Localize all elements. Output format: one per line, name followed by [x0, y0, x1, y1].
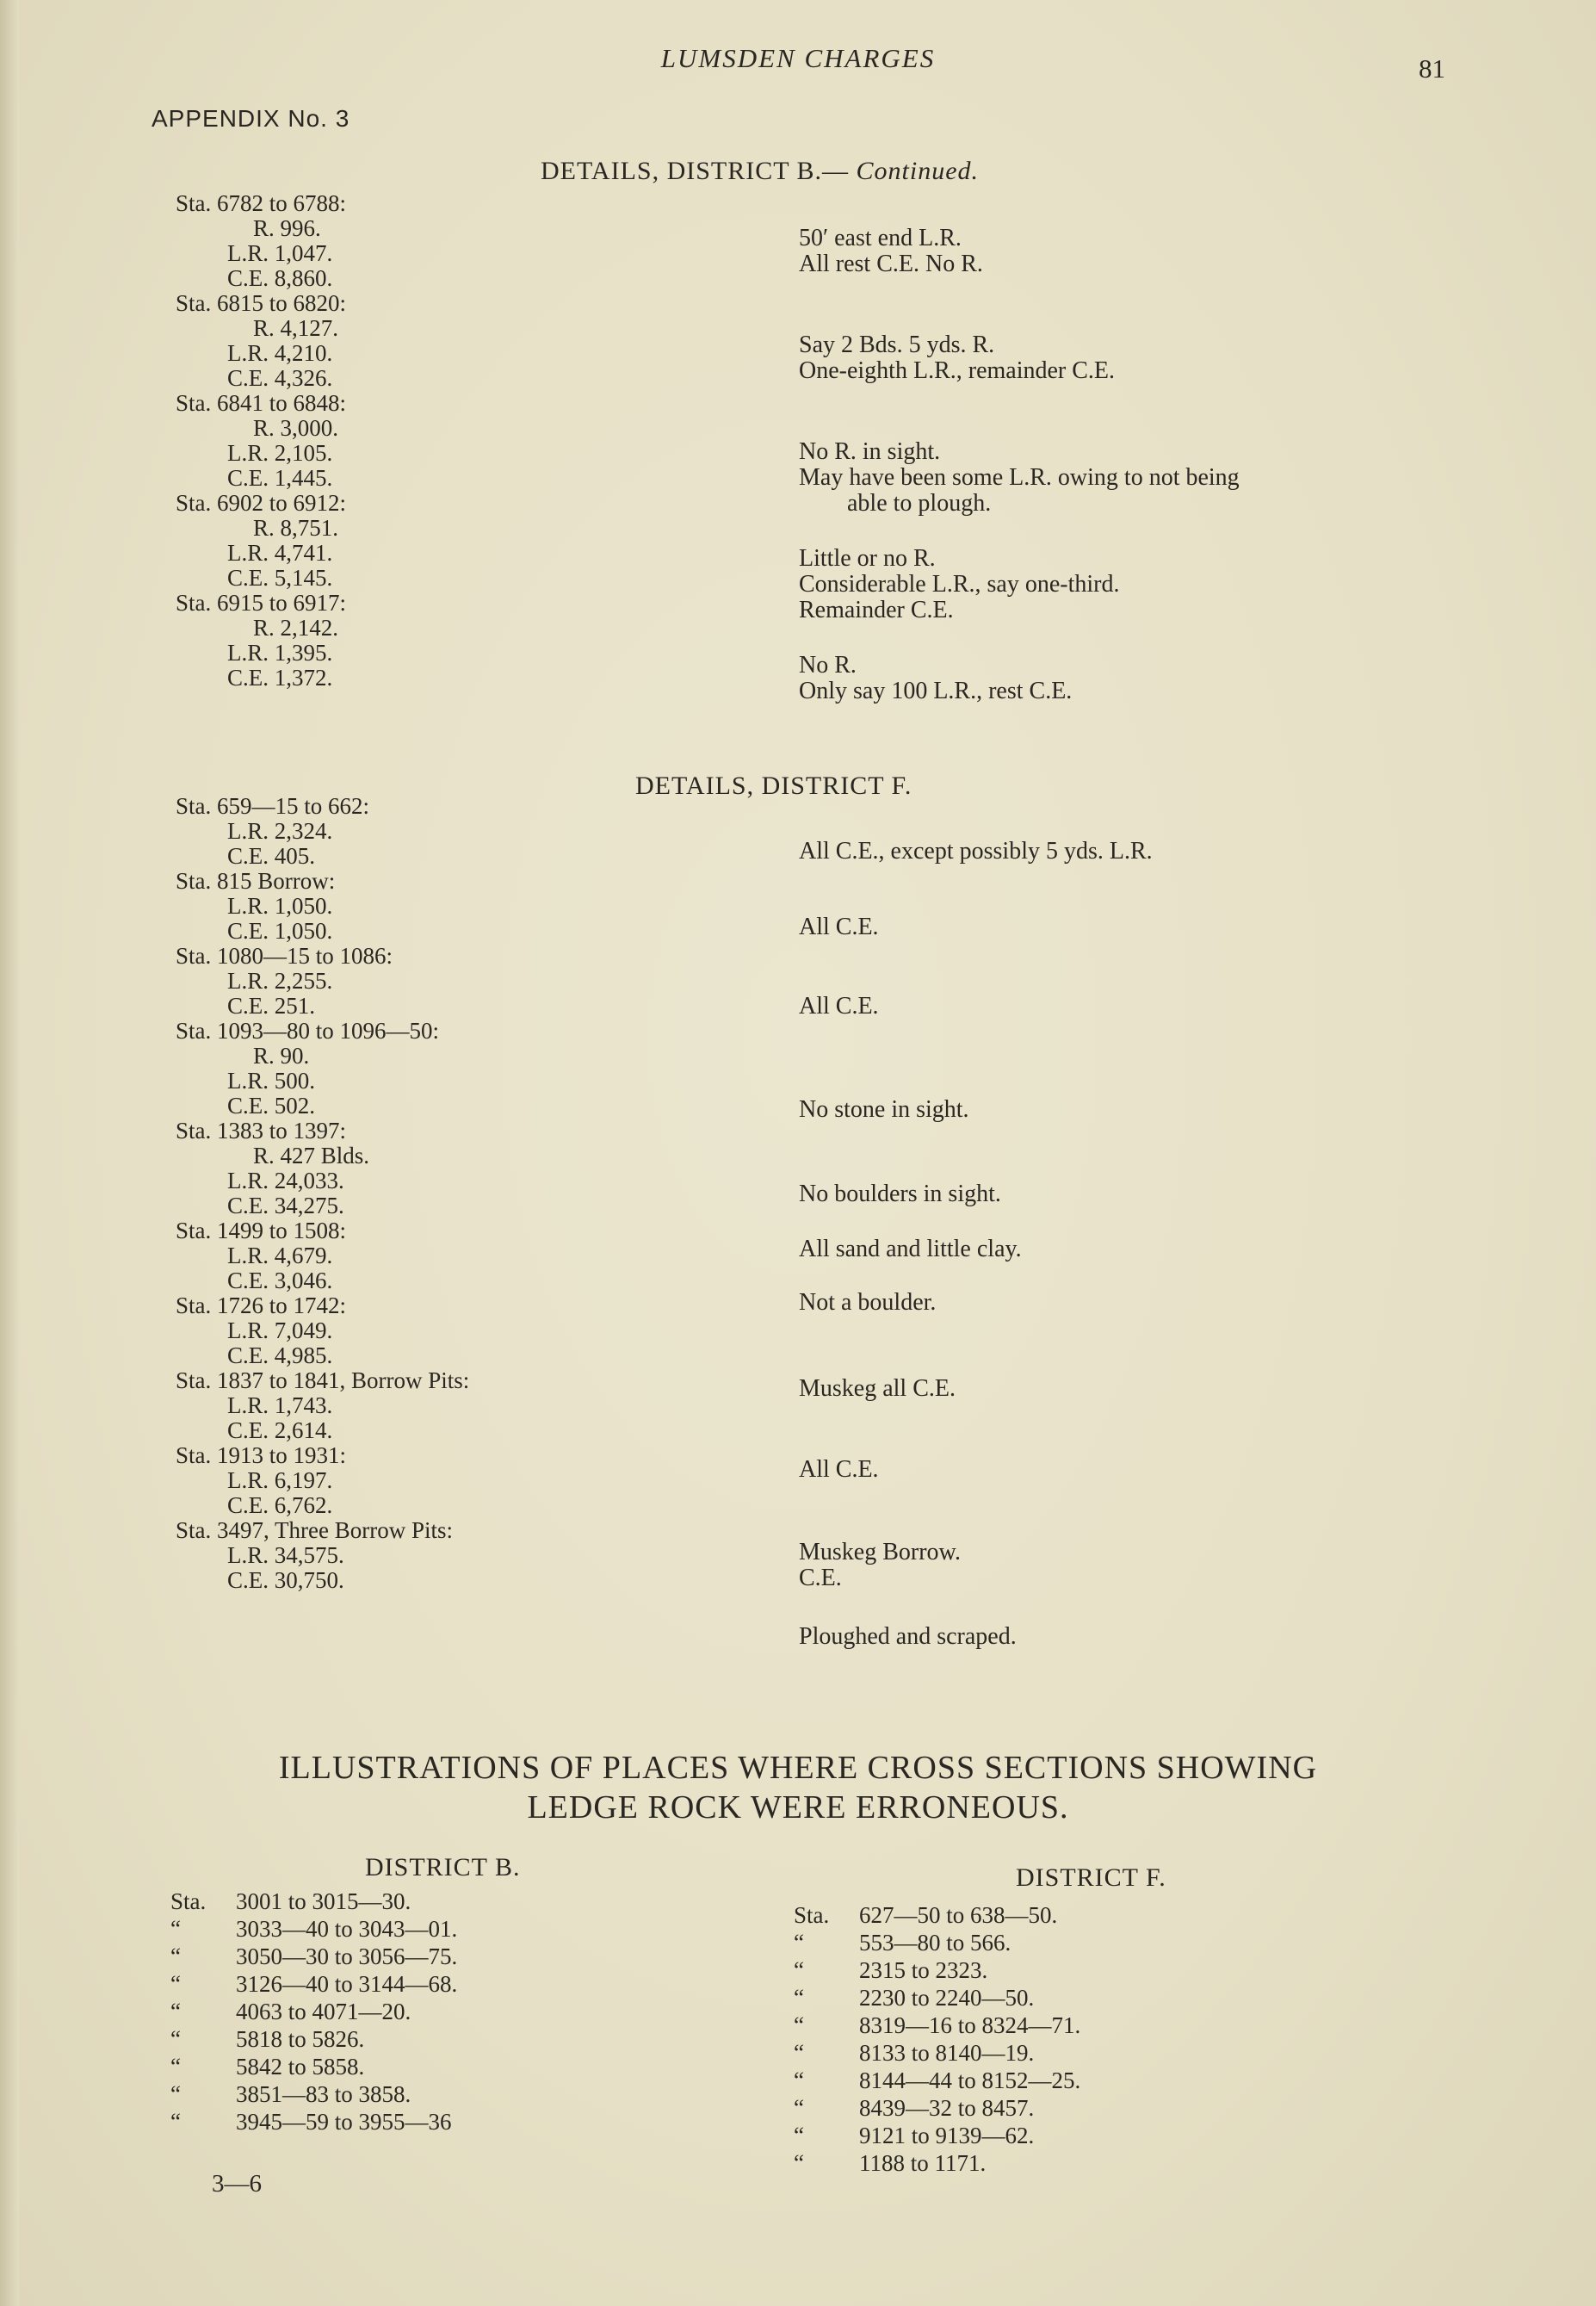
list-value: 5818 to 5826. — [236, 2026, 365, 2052]
note — [799, 332, 1115, 384]
quantity-lr: L.R. 1,047. — [227, 240, 333, 266]
quantity-lr: L.R. 2,324. — [227, 818, 333, 844]
list-value: 3126—40 to 3144—68. — [236, 1971, 458, 1997]
note — [799, 1540, 961, 1591]
list-prefix: “ — [170, 1999, 181, 2024]
quantity-ce: C.E. 251. — [227, 993, 316, 1019]
list-item — [794, 2149, 1080, 2177]
list-value: 5842 to 5858. — [236, 2054, 365, 2080]
quantity-lr: L.R. 6,197. — [227, 1467, 333, 1493]
quantity-lr: L.R. 1,050. — [227, 893, 333, 919]
list-prefix: Sta. — [794, 1902, 830, 1928]
quantity-ce: C.E. 1,445. — [227, 465, 333, 491]
note-line: Little or no R. — [799, 545, 936, 572]
station-label: Sta. 659—15 to 662: — [176, 793, 370, 819]
list-item — [170, 1998, 457, 2025]
list-prefix: “ — [170, 2081, 181, 2107]
list-value: 3001 to 3015—30. — [236, 1888, 411, 1914]
note-line: No R. — [799, 652, 857, 679]
list-item — [794, 2094, 1080, 2122]
station-label: Sta. 1913 to 1931: — [176, 1442, 347, 1468]
note-line: May have been some L.R. owing to not being — [799, 464, 1240, 491]
note: Muskeg all C.E. — [799, 1375, 956, 1402]
list-value: 8133 to 8140—19. — [859, 2040, 1035, 2066]
quantity-lr: L.R. 1,743. — [227, 1392, 333, 1418]
quantity-lr: L.R. 24,033. — [227, 1168, 344, 1193]
list-value: 8319—16 to 8324—71. — [859, 2012, 1081, 2038]
note: All sand and little clay. — [799, 1236, 1022, 1262]
district-f-station-list — [176, 794, 469, 1593]
quantity-ce: C.E. 4,985. — [227, 1342, 333, 1368]
illustrations-title — [0, 1748, 1596, 1827]
list-prefix: “ — [170, 1971, 181, 1997]
station-label: Sta. 1080—15 to 1086: — [176, 943, 393, 969]
list-value: 8144—44 to 8152—25. — [859, 2067, 1081, 2093]
quantity-r: R. 427 Blds. — [253, 1143, 370, 1168]
quantity-lr: L.R. 4,741. — [227, 540, 333, 566]
title-line: ILLUSTRATIONS OF PLACES WHERE CROSS SECTIONS SHOWING — [278, 1750, 1318, 1786]
list-item — [794, 2067, 1080, 2094]
list-value: 2230 to 2240—50. — [859, 1985, 1035, 2011]
section-heading-district-f: DETAILS, DISTRICT F. — [635, 772, 912, 800]
station-label: Sta. 815 Borrow: — [176, 868, 336, 894]
list-value: 2315 to 2323. — [859, 1957, 988, 1983]
list-value: 3945—59 to 3955—36 — [236, 2109, 452, 2135]
note: All C.E. — [799, 993, 879, 1020]
list-prefix: “ — [794, 2150, 804, 2176]
note-line: Remainder C.E. — [799, 597, 954, 623]
list-item — [170, 1915, 457, 1943]
quantity-ce: C.E. 1,050. — [227, 918, 333, 944]
station-label: Sta. 3497, Three Borrow Pits: — [176, 1517, 453, 1543]
binding-gutter — [0, 0, 19, 2306]
quantity-lr: L.R. 500. — [227, 1068, 316, 1094]
quantity-ce: C.E. 1,372. — [227, 665, 333, 691]
quantity-ce: C.E. 5,145. — [227, 565, 333, 591]
quantity-ce: C.E. 405. — [227, 843, 316, 869]
illustrations-district-b-list — [170, 1888, 457, 2136]
list-prefix: “ — [794, 1930, 804, 1956]
quantity-r: R. 3,000. — [253, 415, 339, 441]
list-item — [794, 1929, 1080, 1956]
list-prefix: “ — [794, 2067, 804, 2093]
list-item — [170, 2080, 457, 2108]
list-value: 4063 to 4071—20. — [236, 1999, 411, 2024]
list-item — [794, 1984, 1080, 2012]
list-prefix: “ — [794, 2012, 804, 2038]
list-item — [794, 2012, 1080, 2039]
quantity-lr: L.R. 34,575. — [227, 1542, 344, 1568]
list-value: 1188 to 1171. — [859, 2150, 987, 2176]
list-item — [170, 2053, 457, 2080]
page-number: 81 — [1419, 53, 1445, 84]
station-label: Sta. 1837 to 1841, Borrow Pits: — [176, 1367, 470, 1393]
illustrations-district-f-list — [794, 1901, 1080, 2177]
list-prefix: “ — [794, 2040, 804, 2066]
note — [799, 653, 1072, 704]
note-line: Only say 100 L.R., rest C.E. — [799, 678, 1073, 704]
list-prefix: “ — [170, 2109, 181, 2135]
note-line: Considerable L.R., say one-third. — [799, 571, 1120, 598]
note-line: Say 2 Bds. 5 yds. R. — [799, 332, 995, 358]
note: No boulders in sight. — [799, 1181, 1001, 1207]
note: All C.E. — [799, 1456, 879, 1483]
list-item — [794, 2039, 1080, 2067]
list-item — [170, 1943, 457, 1970]
quantity-r: R. 90. — [253, 1043, 310, 1069]
quantity-ce: C.E. 30,750. — [227, 1567, 344, 1593]
note-line: No R. in sight. — [799, 438, 941, 465]
list-item — [794, 1901, 1080, 1929]
list-value: 3851—83 to 3858. — [236, 2081, 411, 2107]
quantity-lr: L.R. 2,255. — [227, 968, 333, 994]
list-value: 8439—32 to 8457. — [859, 2095, 1035, 2121]
list-prefix: “ — [794, 2095, 804, 2121]
quantity-lr: L.R. 4,210. — [227, 340, 333, 366]
quantity-lr: L.R. 2,105. — [227, 440, 333, 466]
note-line: able to plough. — [847, 490, 992, 517]
note — [799, 439, 1240, 517]
quantity-ce: C.E. 34,275. — [227, 1193, 344, 1218]
list-prefix: “ — [170, 1943, 181, 1969]
note: All C.E., except possibly 5 yds. L.R. — [799, 838, 1153, 865]
quantity-lr: L.R. 7,049. — [227, 1317, 333, 1343]
quantity-r: R. 2,142. — [253, 615, 339, 641]
note-line: 50′ east end L.R. — [799, 225, 962, 251]
note-line: All rest C.E. No R. — [799, 251, 983, 277]
quantity-r: R. 996. — [253, 215, 321, 241]
list-value: 9121 to 9139—62. — [859, 2123, 1035, 2148]
note — [799, 226, 983, 277]
section-heading-text: DETAILS, DISTRICT B.— — [541, 157, 850, 185]
station-label: Sta. 1726 to 1742: — [176, 1292, 347, 1318]
list-prefix: “ — [170, 2026, 181, 2052]
station-label: Sta. 6915 to 6917: — [176, 590, 347, 616]
quantity-ce: C.E. 502. — [227, 1093, 316, 1119]
note — [799, 546, 1119, 623]
appendix-label: APPENDIX No. 3 — [152, 105, 350, 132]
section-heading-italic: Continued. — [856, 157, 980, 185]
section-heading-district-b — [541, 157, 979, 186]
quantity-ce: C.E. 6,762. — [227, 1492, 333, 1518]
list-prefix: “ — [794, 1985, 804, 2011]
station-label: Sta. 6841 to 6848: — [176, 390, 347, 416]
note: Ploughed and scraped. — [799, 1623, 1017, 1650]
running-head: LUMSDEN CHARGES — [660, 43, 936, 73]
list-prefix: “ — [170, 1916, 181, 1942]
station-label: Sta. 1383 to 1397: — [176, 1118, 347, 1144]
illustrations-district-f-heading: DISTRICT F. — [1016, 1863, 1166, 1892]
list-item — [170, 2108, 457, 2136]
note: No stone in sight. — [799, 1096, 969, 1123]
list-item — [794, 1956, 1080, 1984]
note: All C.E. — [799, 914, 879, 940]
note: Not a boulder. — [799, 1289, 937, 1316]
station-label: Sta. 6782 to 6788: — [176, 190, 347, 216]
district-b-station-list — [176, 191, 346, 691]
list-value: 3050—30 to 3056—75. — [236, 1943, 458, 1969]
note-line: One-eighth L.R., remainder C.E. — [799, 357, 1116, 384]
station-label: Sta. 6902 to 6912: — [176, 490, 347, 516]
quantity-lr: L.R. 1,395. — [227, 640, 333, 666]
list-item — [170, 1970, 457, 1998]
list-prefix: “ — [794, 2123, 804, 2148]
note-line: C.E. — [799, 1565, 842, 1591]
list-value: 3033—40 to 3043—01. — [236, 1916, 458, 1942]
station-label: Sta. 6815 to 6820: — [176, 290, 347, 316]
quantity-ce: C.E. 8,860. — [227, 265, 333, 291]
list-item — [170, 2025, 457, 2053]
list-prefix: Sta. — [170, 1888, 207, 1914]
quantity-ce: C.E. 4,326. — [227, 365, 333, 391]
list-item — [794, 2122, 1080, 2149]
station-label: Sta. 1093—80 to 1096—50: — [176, 1018, 440, 1044]
list-prefix: “ — [170, 2054, 181, 2080]
quantity-ce: C.E. 3,046. — [227, 1268, 333, 1293]
quantity-ce: C.E. 2,614. — [227, 1417, 333, 1443]
title-line: LEDGE ROCK WERE ERRONEOUS. — [527, 1789, 1069, 1826]
list-item — [170, 1888, 457, 1915]
illustrations-district-b-heading: DISTRICT B. — [365, 1853, 521, 1881]
signature-mark: 3—6 — [212, 2170, 262, 2198]
list-prefix: “ — [794, 1957, 804, 1983]
list-value: 553—80 to 566. — [859, 1930, 1011, 1956]
quantity-r: R. 4,127. — [253, 315, 339, 341]
quantity-r: R. 8,751. — [253, 515, 339, 541]
station-label: Sta. 1499 to 1508: — [176, 1218, 347, 1243]
list-value: 627—50 to 638—50. — [859, 1902, 1058, 1928]
note-line: Muskeg Borrow. — [799, 1539, 961, 1565]
quantity-lr: L.R. 4,679. — [227, 1243, 333, 1268]
